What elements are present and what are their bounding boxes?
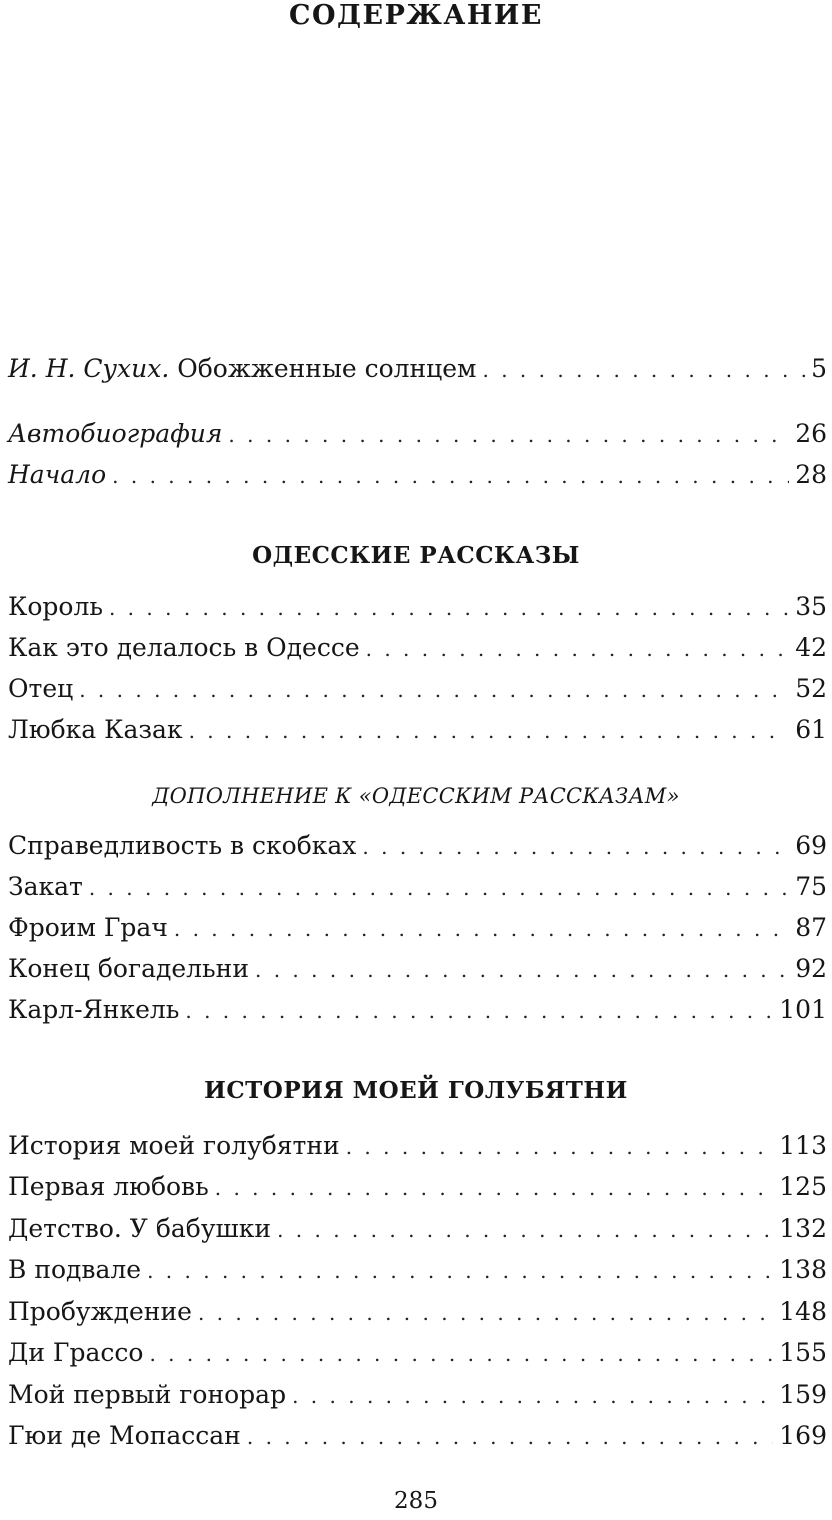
entry-title: Закат bbox=[8, 872, 83, 901]
entry-title: Мой первый гонорар bbox=[8, 1380, 287, 1409]
toc-entry bbox=[8, 1250, 827, 1290]
toc-entry bbox=[8, 990, 827, 1030]
dot-leader bbox=[483, 350, 806, 390]
entry-title: История моей голубятни bbox=[8, 1131, 340, 1160]
dot-leader bbox=[366, 629, 790, 669]
toc-entry bbox=[8, 908, 827, 948]
entry-title: Любка Казак bbox=[8, 715, 183, 744]
entry-author: И. Н. Сухих. bbox=[8, 354, 170, 383]
entry-title: Гюи де Мопассан bbox=[8, 1421, 241, 1450]
toc-entry bbox=[8, 1416, 827, 1456]
toc-entry bbox=[8, 710, 827, 750]
entry-author: Автобиография bbox=[8, 419, 223, 448]
dot-leader bbox=[189, 711, 790, 751]
toc-entry bbox=[8, 628, 827, 668]
dot-leader bbox=[292, 1376, 773, 1416]
toc-entry bbox=[8, 1126, 827, 1166]
entry-label bbox=[8, 414, 222, 454]
entry-title: Ди Грассо bbox=[8, 1338, 144, 1367]
dot-leader bbox=[198, 1293, 773, 1333]
entry-title: Отец bbox=[8, 674, 74, 703]
dot-leader bbox=[255, 950, 789, 990]
entry-title: Справедливость в скобках bbox=[8, 831, 357, 860]
entry-label bbox=[8, 455, 106, 495]
dot-leader bbox=[79, 670, 789, 710]
toc-entry bbox=[8, 414, 827, 454]
entry-title: Карл-Янкель bbox=[8, 995, 180, 1024]
entry-title: Фроим Грач bbox=[8, 913, 168, 942]
toc-entry bbox=[8, 455, 827, 495]
entry-page: 155 bbox=[779, 1338, 827, 1367]
entry-page: 92 bbox=[795, 954, 827, 983]
dot-leader bbox=[346, 1127, 774, 1167]
page-number: 285 bbox=[394, 1488, 438, 1514]
dot-leader bbox=[277, 1210, 773, 1250]
dot-leader bbox=[185, 991, 773, 1031]
entry-page: 148 bbox=[779, 1297, 827, 1326]
entry-page: 87 bbox=[795, 913, 827, 942]
entry-title: Первая любовь bbox=[8, 1172, 209, 1201]
dot-leader bbox=[109, 588, 789, 628]
entry-page: 132 bbox=[779, 1214, 827, 1243]
toc-entry bbox=[8, 1333, 827, 1373]
toc-entry bbox=[8, 1167, 827, 1207]
dot-leader bbox=[149, 1334, 773, 1374]
entry-title: Король bbox=[8, 592, 103, 621]
dot-leader bbox=[215, 1168, 774, 1208]
entry-page: 138 bbox=[779, 1255, 827, 1284]
entry-page: 169 bbox=[779, 1421, 827, 1450]
entry-page: 28 bbox=[795, 460, 827, 489]
entry-title: Детство. У бабушки bbox=[8, 1214, 272, 1243]
entry-title: Обожженные солнцем bbox=[169, 354, 477, 383]
entry-title: Как это делалось в Одессе bbox=[8, 633, 360, 662]
entry-page: 113 bbox=[779, 1131, 827, 1160]
entry-title: В подвале bbox=[8, 1255, 142, 1284]
entry-page: 101 bbox=[779, 995, 827, 1024]
toc-entry bbox=[8, 949, 827, 989]
entry-page: 125 bbox=[779, 1172, 827, 1201]
dot-leader bbox=[247, 1417, 773, 1457]
toc-entry bbox=[8, 587, 827, 627]
section-heading: ОДЕССКИЕ РАССКАЗЫ bbox=[252, 542, 580, 569]
entry-page: 5 bbox=[811, 354, 827, 383]
toc-entry bbox=[8, 1375, 827, 1415]
toc-entry bbox=[8, 1292, 827, 1332]
dot-leader bbox=[362, 827, 789, 867]
entry-title: Пробуждение bbox=[8, 1297, 192, 1326]
entry-page: 26 bbox=[795, 419, 827, 448]
dot-leader bbox=[174, 909, 789, 949]
dot-leader bbox=[228, 415, 789, 455]
toc-entry bbox=[8, 826, 827, 866]
entry-author: Начало bbox=[8, 460, 107, 489]
entry-page: 75 bbox=[795, 872, 827, 901]
entry-page: 52 bbox=[795, 674, 827, 703]
entry-page: 42 bbox=[795, 633, 827, 662]
toc-entry bbox=[8, 349, 827, 389]
toc-entry bbox=[8, 867, 827, 907]
section-heading: ДОПОЛНЕНИЕ К «ОДЕССКИМ РАССКАЗАМ» bbox=[152, 784, 680, 808]
dot-leader bbox=[112, 456, 789, 496]
entry-title: Конец богадельни bbox=[8, 954, 249, 983]
entry-page: 159 bbox=[779, 1380, 827, 1409]
entry-page: 69 bbox=[795, 831, 827, 860]
dot-leader bbox=[89, 868, 789, 908]
dot-leader bbox=[147, 1251, 773, 1291]
entry-page: 61 bbox=[795, 715, 827, 744]
section-heading: ИСТОРИЯ МОЕЙ ГОЛУБЯТНИ bbox=[204, 1077, 628, 1104]
toc-entry bbox=[8, 669, 827, 709]
page-title: СОДЕРЖАНИЕ bbox=[289, 0, 543, 31]
entry-page: 35 bbox=[795, 592, 827, 621]
entry-label bbox=[8, 349, 477, 389]
toc-entry bbox=[8, 1209, 827, 1249]
